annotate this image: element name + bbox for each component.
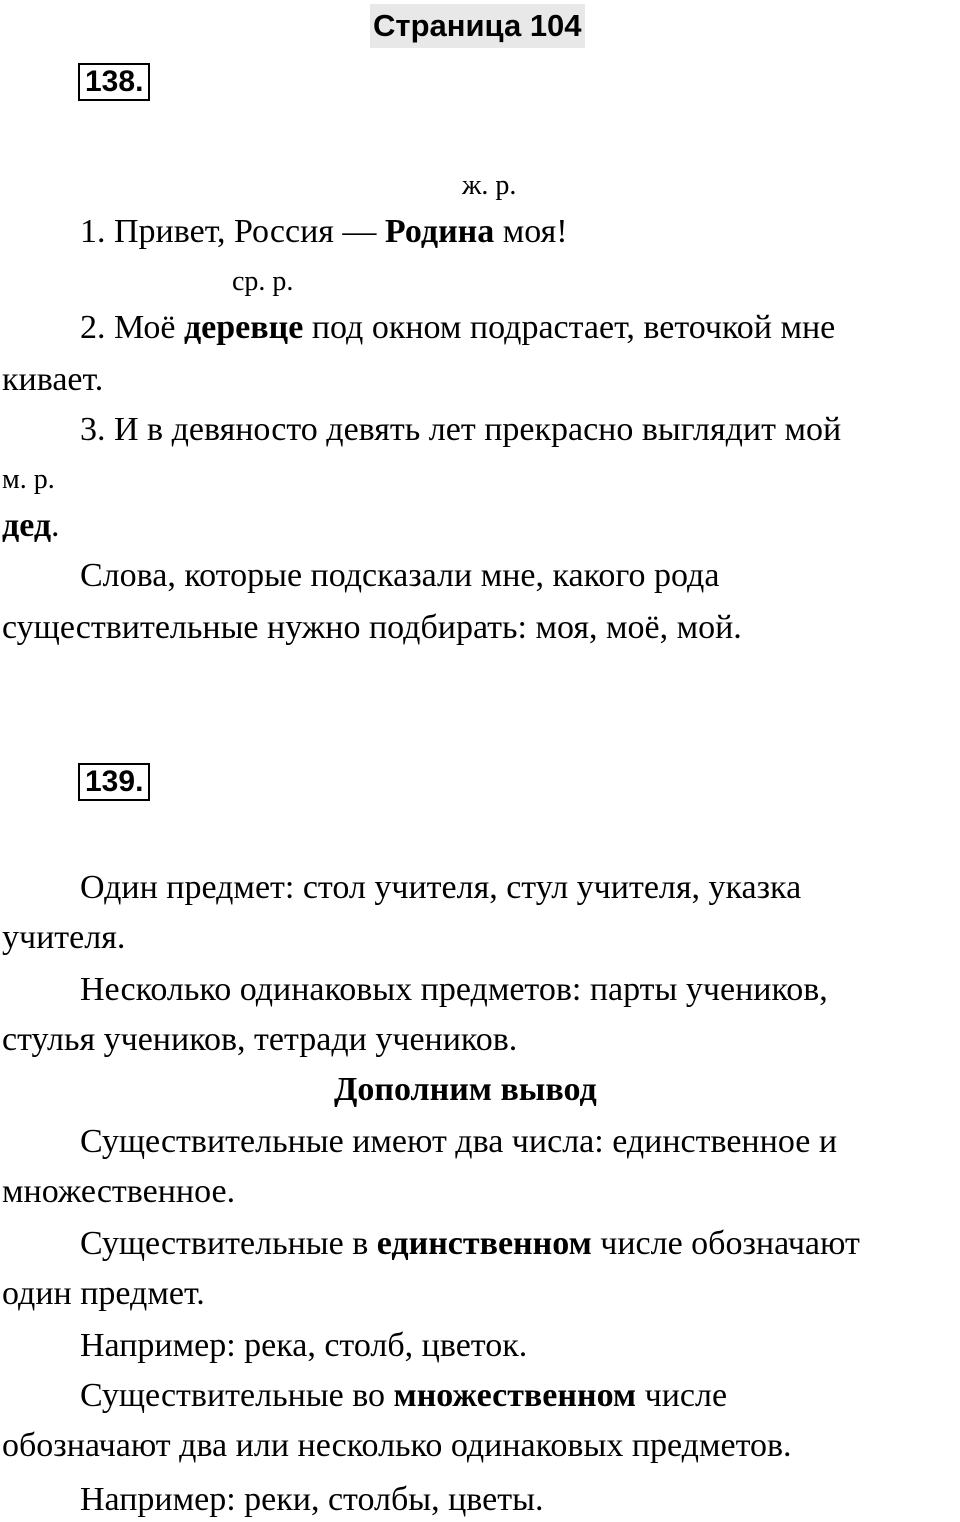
exercise-number-dot: .: [135, 765, 144, 798]
exercise-number-text: 139: [85, 765, 136, 798]
conclusion-heading: Дополним вывод: [334, 1071, 597, 1108]
conclusion-2-start: Существительные в: [80, 1225, 377, 1262]
exercise-number-text: 138: [85, 65, 136, 98]
example-plural: Например: реки, столбы, цветы.: [80, 1481, 544, 1518]
many-items-line-2: стулья учеников, тетради учеников.: [2, 1021, 518, 1058]
hint-line-2: существительные нужно подбирать: моя, моё, мой.: [2, 609, 742, 646]
exercise-139-number: [78, 762, 150, 802]
sentence-3: 3. И в девяносто девять лет прекрасно выглядит мой: [80, 411, 842, 448]
conclusion-2-line-1: [80, 1224, 860, 1264]
sentence-2-continuation: кивает.: [2, 361, 104, 398]
conclusion-3-start: Существительные во: [80, 1377, 394, 1414]
conclusion-3-line-2: обозначают два или несколько одинаковых предметов.: [2, 1427, 792, 1464]
hint-line-1: Слова, которые подсказали мне, какого рода: [80, 557, 720, 594]
exercise-138-number: [78, 62, 150, 102]
gender-mark-feminine: ж. р.: [462, 170, 517, 201]
conclusion-1-line-1: Существительные имеют два числа: единственное и: [80, 1123, 838, 1160]
page-title: Страница 104: [370, 4, 585, 48]
conclusion-2-line-2: один предмет.: [2, 1275, 205, 1312]
sentence-1-start: 1. Привет, Россия —: [80, 213, 385, 250]
sentence-3-end: .: [51, 507, 60, 544]
sentence-1-end: моя!: [494, 213, 568, 250]
conclusion-3-end: числе: [636, 1377, 728, 1414]
highlighted-noun: Родина: [384, 213, 495, 250]
sentence-2-start: 2. Моё: [80, 309, 184, 346]
many-items-line-1: Несколько одинаковых предметов: парты учеников,: [80, 971, 828, 1008]
exercise-number-dot: .: [135, 65, 144, 98]
highlighted-term: единственном: [376, 1225, 592, 1262]
one-item-line-1: Один предмет: стол учителя, стул учителя, указка: [80, 869, 802, 906]
one-item-line-2: учителя.: [2, 919, 126, 956]
sentence-2-end: под окном подрастает, веточкой мне: [303, 309, 836, 346]
example-singular: Например: река, столб, цветок.: [80, 1327, 528, 1364]
gender-mark-neuter: ср. р.: [232, 266, 294, 297]
gender-mark-masculine: м. р.: [2, 464, 55, 495]
sentence-1: [80, 212, 568, 252]
conclusion-2-end: числе обозначают: [591, 1225, 860, 1262]
highlighted-noun: дед: [2, 507, 52, 544]
highlighted-term: множественном: [393, 1377, 637, 1414]
sentence-3-continuation: [2, 506, 60, 546]
conclusion-3-line-1: [80, 1376, 727, 1416]
conclusion-1-line-2: множественное.: [2, 1173, 236, 1210]
sentence-2: [80, 308, 835, 348]
highlighted-noun: деревце: [183, 309, 304, 346]
